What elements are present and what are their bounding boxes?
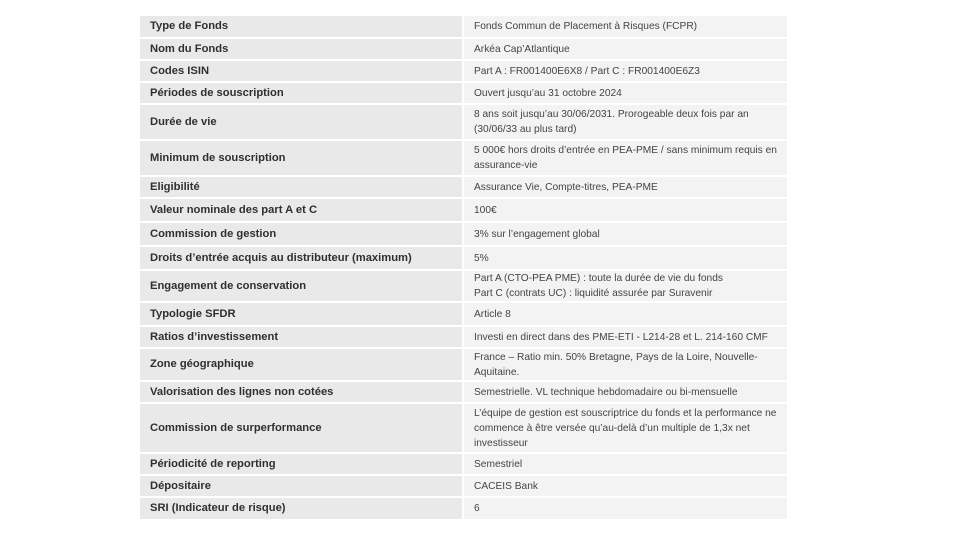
table-row	[140, 222, 787, 246]
row-value: Ouvert jusqu’au 31 octobre 2024	[463, 82, 787, 104]
row-label: Périodicité de reporting	[140, 453, 463, 475]
table-row	[140, 246, 787, 270]
row-label: Ratios d’investissement	[140, 326, 463, 348]
row-value: Fonds Commun de Placement à Risques (FCPR)	[463, 16, 787, 38]
row-value: L’équipe de gestion est souscriptrice du fonds et la performance ne commence à être versée qu’au-delà d’un multiple de 1,3x net investisseur	[463, 403, 787, 453]
row-label: Minimum de souscription	[140, 140, 463, 176]
row-value: 6	[463, 497, 787, 520]
row-value: Investi en direct dans des PME-ETI - L214-28 et L. 214-160 CMF	[463, 326, 787, 348]
table-row	[140, 60, 787, 82]
row-value: Semestrielle. VL technique hebdomadaire ou bi-mensuelle	[463, 381, 787, 403]
row-label: Engagement de conservation	[140, 270, 463, 302]
row-label: Durée de vie	[140, 104, 463, 140]
row-label: Nom du Fonds	[140, 38, 463, 60]
row-label: Commission de surperformance	[140, 403, 463, 453]
row-value: CACEIS Bank	[463, 475, 787, 497]
row-label: Eligibilité	[140, 176, 463, 198]
row-label: Codes ISIN	[140, 60, 463, 82]
row-label: Dépositaire	[140, 475, 463, 497]
row-label: Zone géographique	[140, 348, 463, 381]
row-label: SRI (Indicateur de risque)	[140, 497, 463, 520]
row-value: Assurance Vie, Compte-titres, PEA-PME	[463, 176, 787, 198]
table-row	[140, 82, 787, 104]
table-body	[140, 16, 787, 520]
table-row	[140, 326, 787, 348]
table-row	[140, 302, 787, 326]
row-label: Droits d’entrée acquis au distributeur (maximum)	[140, 246, 463, 270]
table-row	[140, 38, 787, 60]
fund-info-sheet	[140, 16, 787, 521]
table-row	[140, 198, 787, 222]
row-value: 100€	[463, 198, 787, 222]
table-row	[140, 270, 787, 302]
row-value: 5%	[463, 246, 787, 270]
row-value: Part A (CTO-PEA PME) : toute la durée de vie du fonds Part C (contrats UC) : liquidité assurée par Suravenir	[463, 270, 787, 302]
table-row	[140, 104, 787, 140]
table-row	[140, 497, 787, 520]
row-label: Typologie SFDR	[140, 302, 463, 326]
row-value: Part A : FR001400E6X8 / Part C : FR001400E6Z3	[463, 60, 787, 82]
row-value: Semestriel	[463, 453, 787, 475]
row-value: 5 000€ hors droits d’entrée en PEA-PME / sans minimum requis en assurance-vie	[463, 140, 787, 176]
row-value: 8 ans soit jusqu’au 30/06/2031. Prorogeable deux fois par an (30/06/33 au plus tard)	[463, 104, 787, 140]
row-label: Type de Fonds	[140, 16, 463, 38]
row-value: Arkéa Cap’Atlantique	[463, 38, 787, 60]
row-value: 3% sur l’engagement global	[463, 222, 787, 246]
table-row	[140, 16, 787, 38]
row-label: Commission de gestion	[140, 222, 463, 246]
table-row	[140, 453, 787, 475]
fund-characteristics-table	[140, 16, 787, 521]
table-row	[140, 348, 787, 381]
table-row	[140, 176, 787, 198]
row-label: Valorisation des lignes non cotées	[140, 381, 463, 403]
table-row	[140, 140, 787, 176]
row-label: Valeur nominale des part A et C	[140, 198, 463, 222]
row-value: France – Ratio min. 50% Bretagne, Pays de la Loire, Nouvelle-Aquitaine.	[463, 348, 787, 381]
row-label: Périodes de souscription	[140, 82, 463, 104]
table-row	[140, 475, 787, 497]
table-row	[140, 403, 787, 453]
table-row	[140, 381, 787, 403]
row-value: Article 8	[463, 302, 787, 326]
